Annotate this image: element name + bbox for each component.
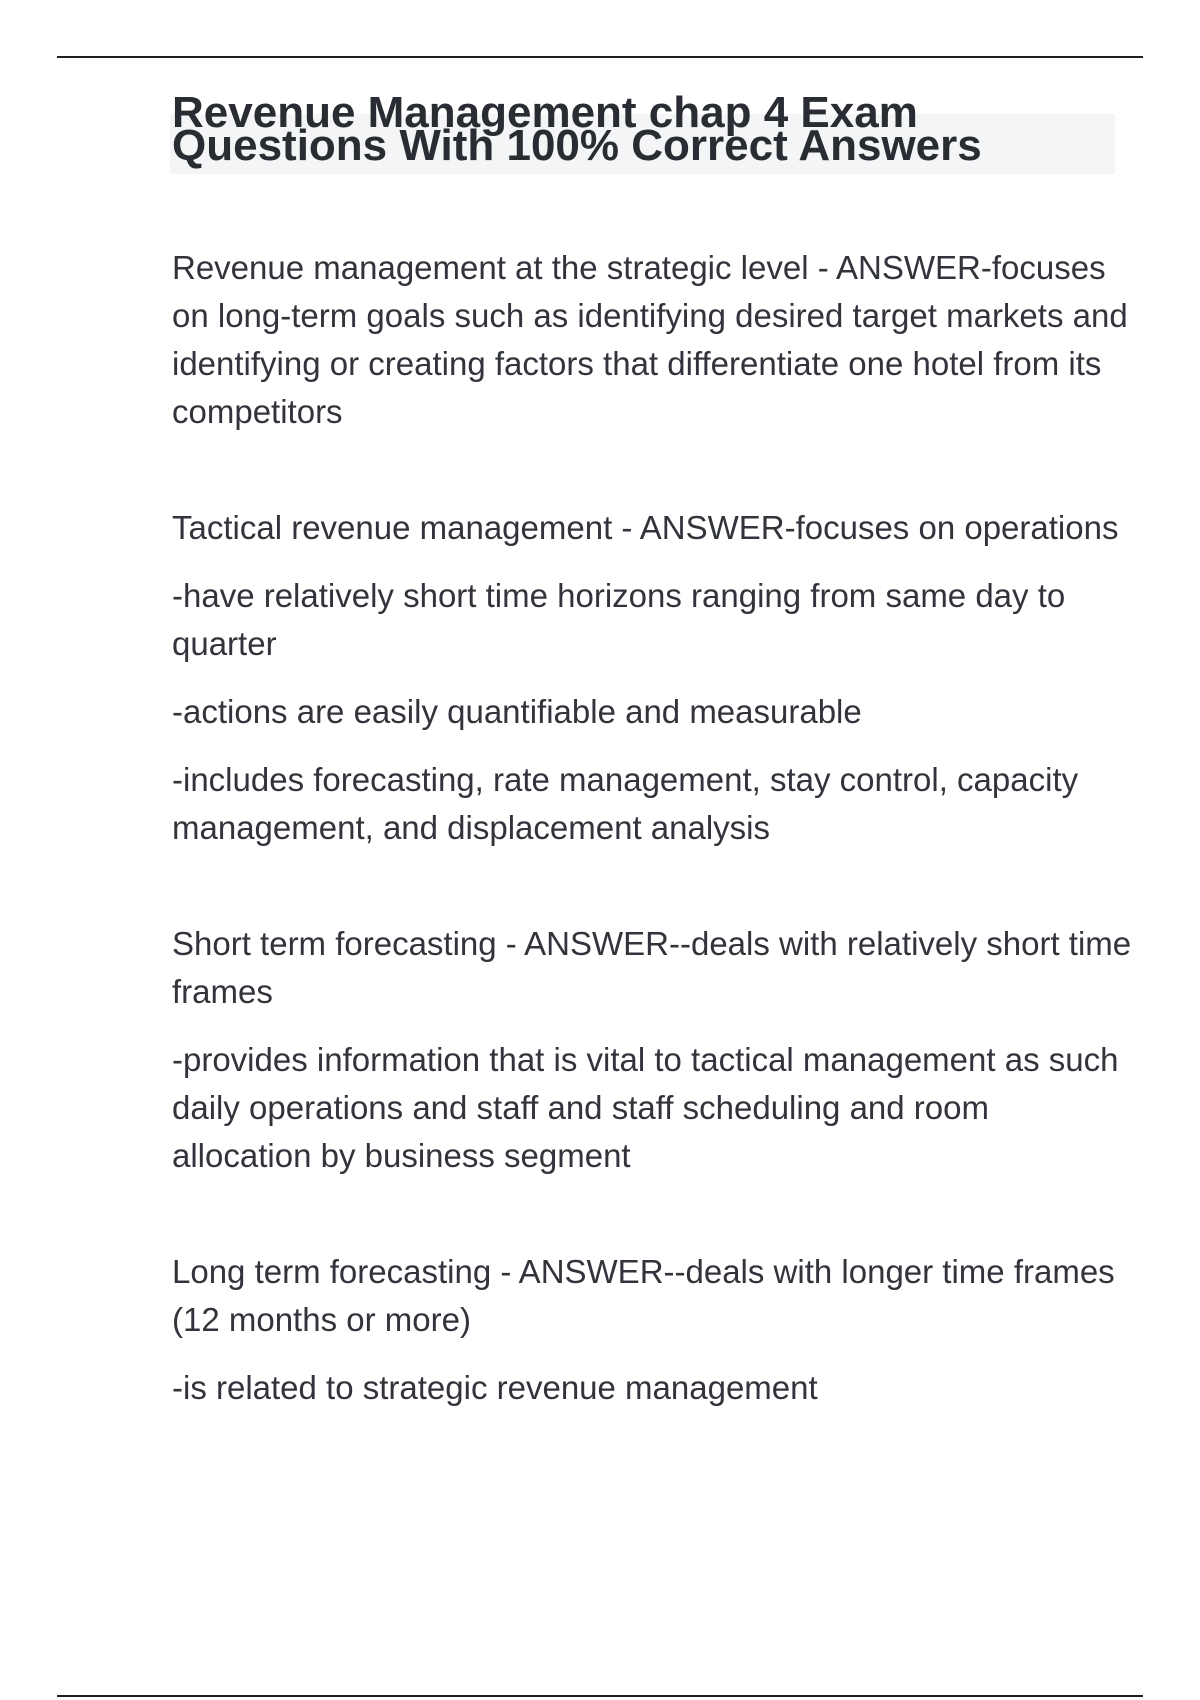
qa-item-long-term [172, 1248, 1132, 1412]
qa-text: -have relatively short time horizons ranging from same day to quarter [172, 577, 1066, 662]
qa-text: Short term forecasting - ANSWER--deals with relatively short time frames [172, 925, 1132, 1010]
qa-text: -is related to strategic revenue management [172, 1369, 818, 1406]
qa-text: -actions are easily quantifiable and measurable [172, 693, 862, 730]
bottom-rule [57, 1695, 1143, 1697]
top-rule [57, 56, 1143, 58]
qa-item-tactical [172, 504, 1132, 852]
page-title: Revenue Management chap 4 Exam Questions With 100% Correct Answers [172, 88, 982, 170]
qa-item-strategic [172, 244, 1132, 436]
qa-item-short-term [172, 920, 1132, 1180]
qa-text: -includes forecasting, rate management, stay control, capacity management, and displacement analysis [172, 761, 1079, 846]
qa-list [172, 244, 1132, 1480]
qa-text: Long term forecasting - ANSWER--deals with longer time frames (12 months or more) [172, 1253, 1115, 1338]
qa-text: -provides information that is vital to tactical management as such daily operations and staff and staff scheduling and room allocation by business segment [172, 1041, 1119, 1174]
qa-text: Revenue management at the strategic level - ANSWER-focuses on long-term goals such as identifying desired target markets and identifying or creating factors that differentiate one hotel from its competitors [172, 249, 1128, 430]
qa-text: Tactical revenue management - ANSWER-focuses on operations [172, 509, 1119, 546]
